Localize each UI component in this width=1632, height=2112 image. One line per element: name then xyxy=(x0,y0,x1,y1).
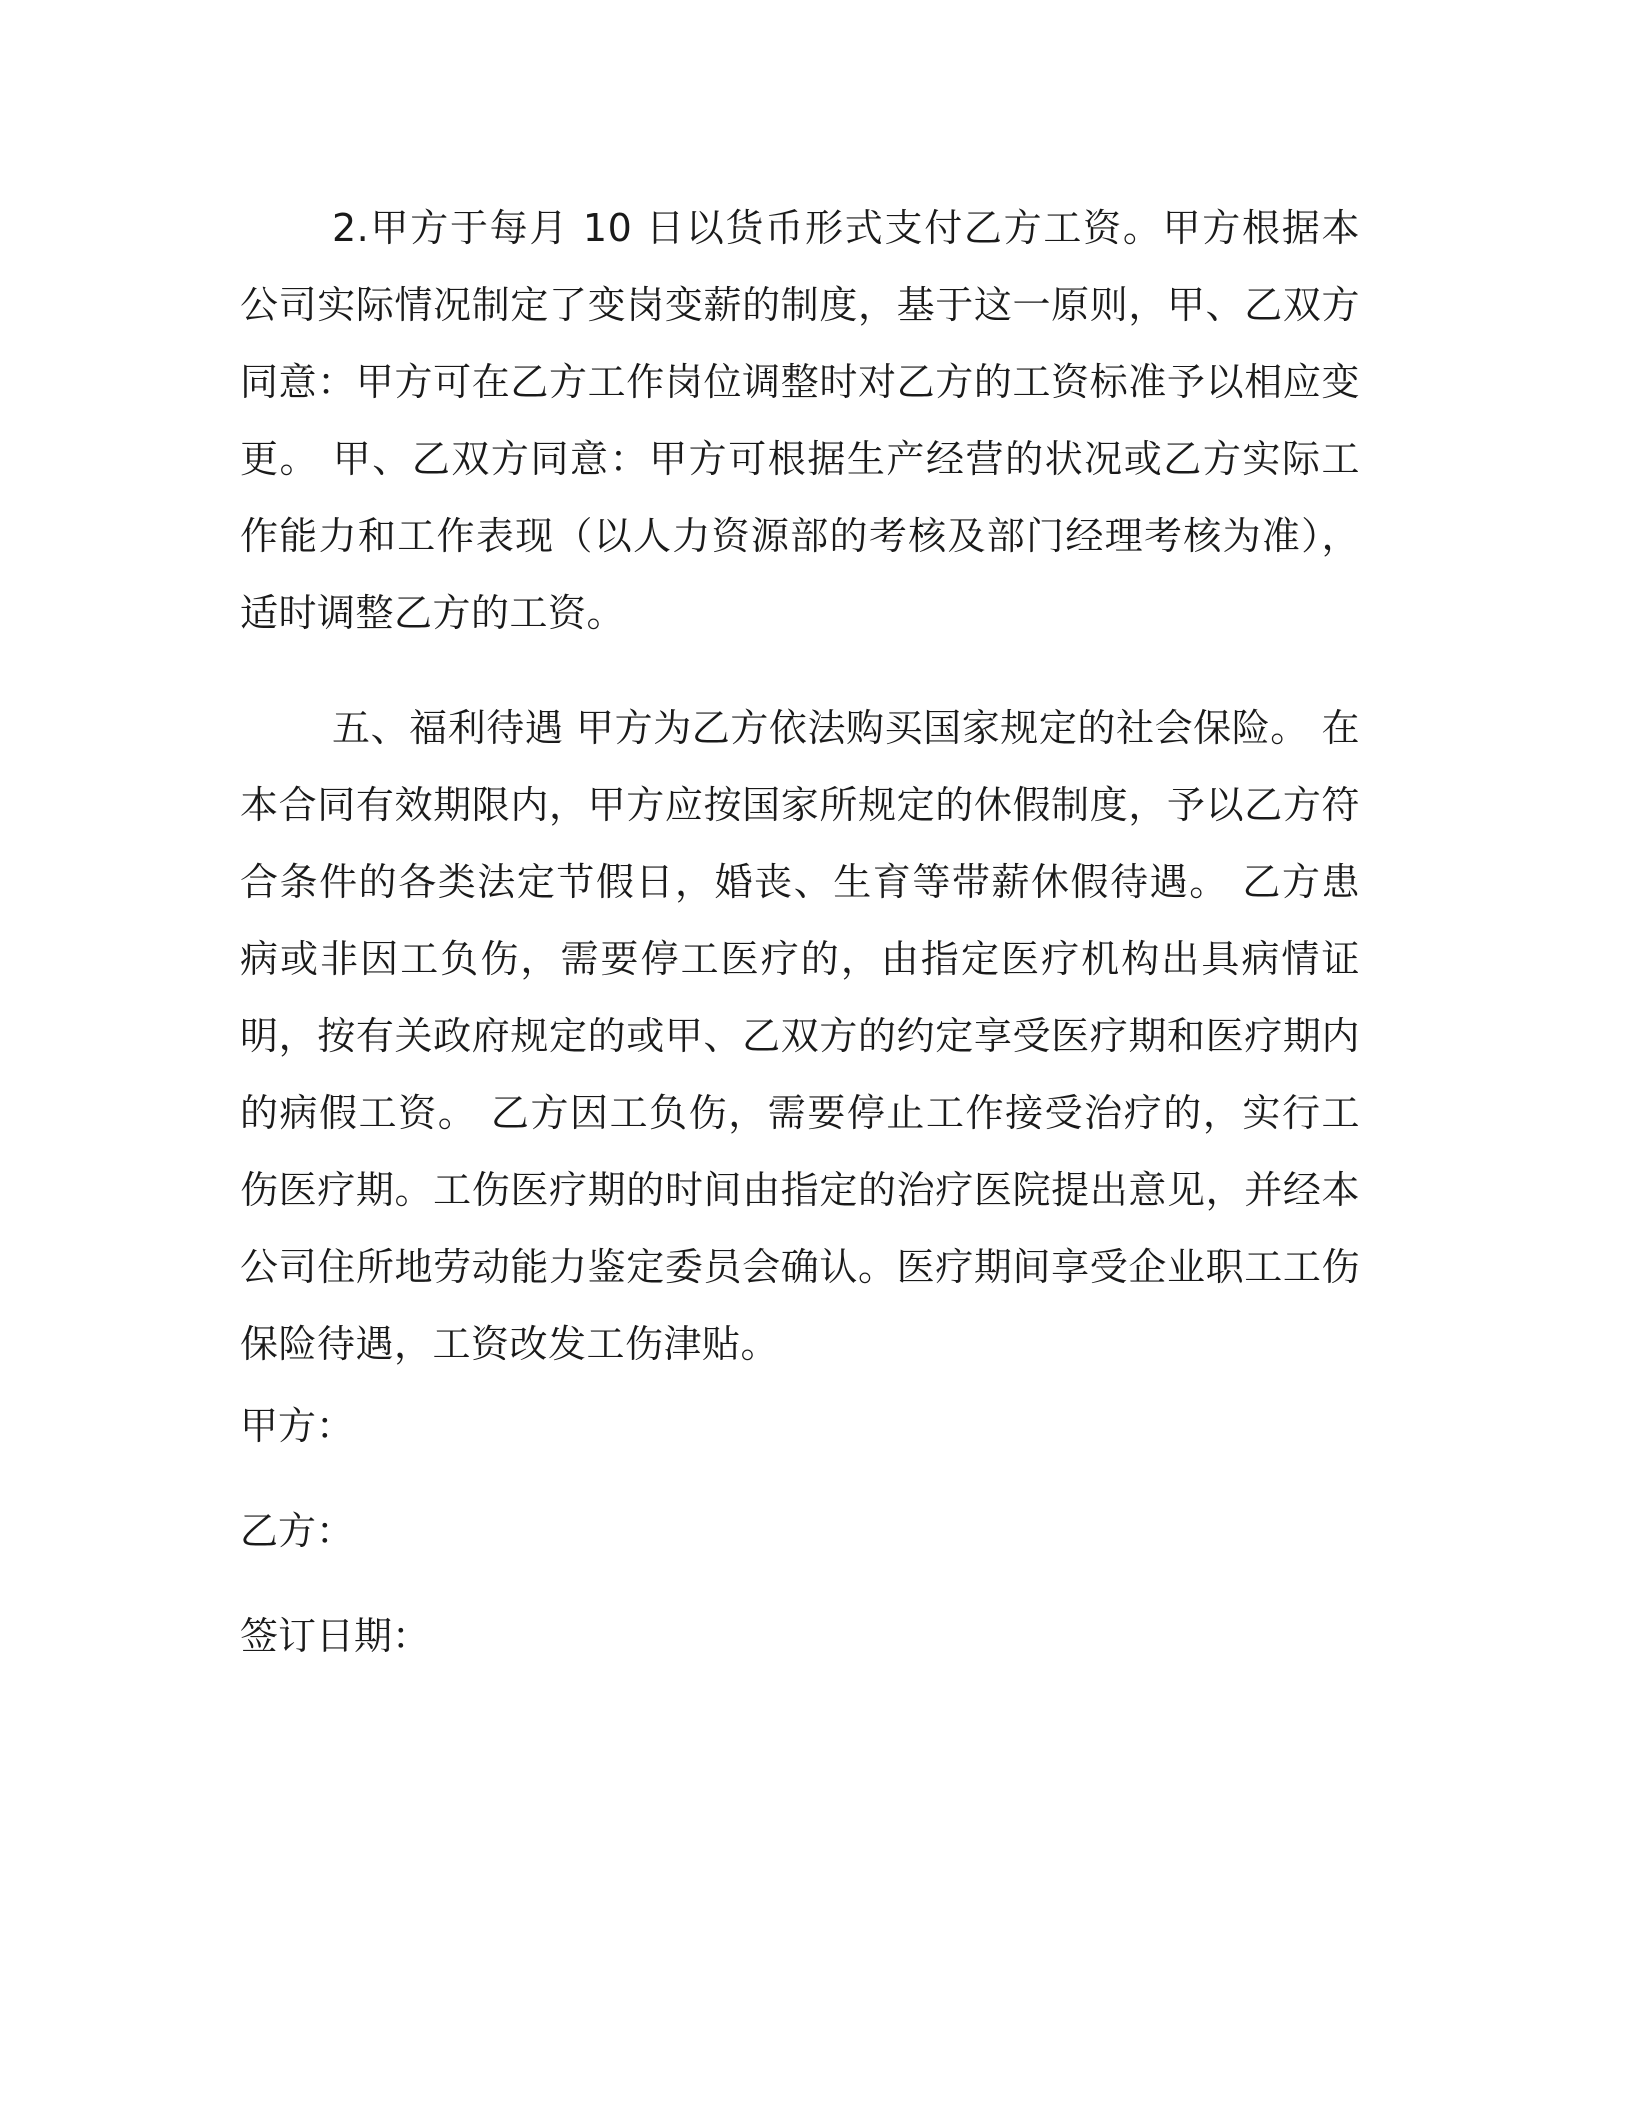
paragraph-welfare-benefits: 五、福利待遇 甲方为乙方依法购买国家规定的社会保险。 在本合同有效期限内，甲方应按国家所规定的休假制度，予以乙方符合条件的各类法定节假日，婚丧、生育等带薪休假待遇。 乙方患病或非因工负伤，需要停工医疗的，由指定医疗机构出具病情证明，按有关政府规定的或甲、乙双方的约定享受医疗期和医疗期内的病假工资。 乙方因工负伤，需要停止工作接受治疗的，实行工伤医疗期。工伤医疗期的时间由指定的治疗医院提出意见，并经本公司住所地劳动能力鉴定委员会确认。医疗期间享受企业职工工伤保险待遇，工资改发工伤津贴。 xyxy=(240,706,1360,1366)
party-a-label: 甲方： xyxy=(240,1404,355,1448)
signing-date-label: 签订日期： xyxy=(240,1614,431,1658)
paragraph-salary-payment: 2.甲方于每月 10 日以货币形式支付乙方工资。甲方根据本公司实际情况制定了变岗变薪的制度，基于这一原则，甲、乙双方同意：甲方可在乙方工作岗位调整时对乙方的工资标准予以相应变更。 甲、乙双方同意：甲方可根据生产经营的状况或乙方实际工作能力和工作表现（以人力资源部的考核及部门经理考核为准），适时调整乙方的工资。 xyxy=(240,206,1360,635)
party-b-label: 乙方： xyxy=(240,1509,355,1553)
document-body xyxy=(240,190,1360,1383)
